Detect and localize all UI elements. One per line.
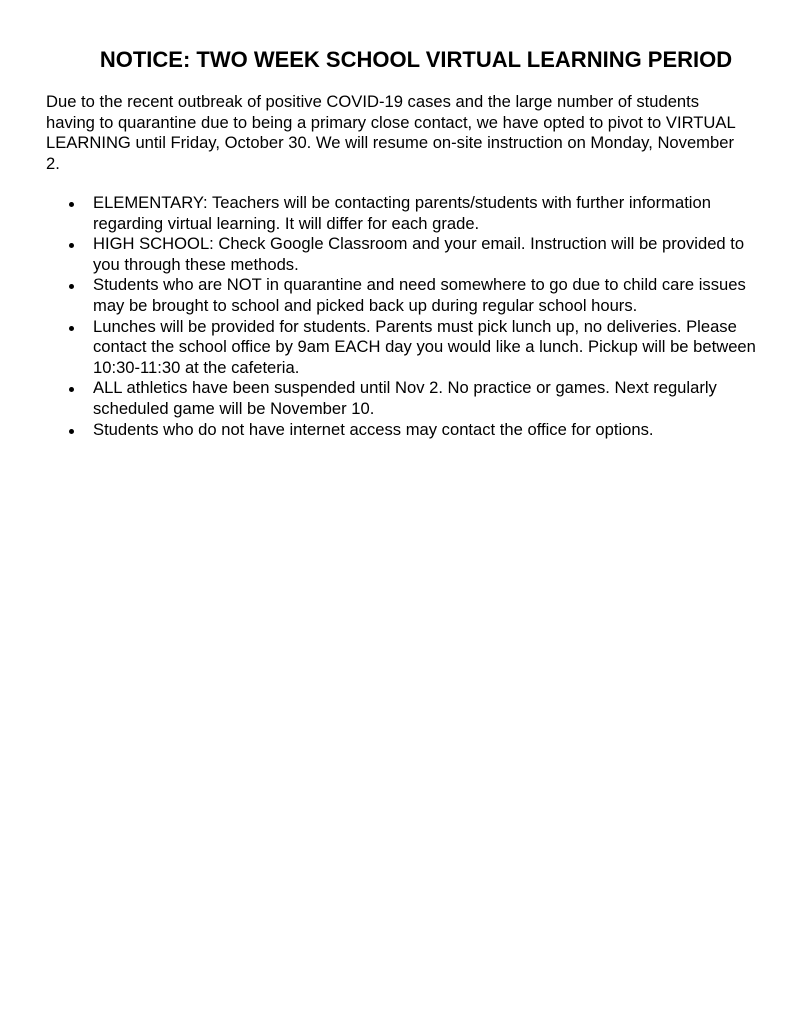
page-title: NOTICE: TWO WEEK SCHOOL VIRTUAL LEARNING PERIOD [99,47,733,72]
bullet-icon [69,429,74,434]
bullet-icon [69,243,74,248]
bullet-icon [69,202,74,207]
bullet-icon [69,326,74,331]
bullet-icon [69,284,74,289]
list-item-text: Students who do not have internet access may contact the office for options. [93,419,654,439]
notice-bullet-list [46,193,766,440]
list-item-elementary [46,193,766,234]
list-item-athletics [46,378,766,419]
bullet-icon [69,387,74,392]
list-item-text: ELEMENTARY: Teachers will be contacting parents/students with further information regarding virtual learning. It will differ for each grade. [93,193,711,233]
list-item-high-school [46,234,766,275]
list-item-text: HIGH SCHOOL: Check Google Classroom and your email. Instruction will be provided to you through these methods. [93,234,745,274]
list-item-text: Students who are NOT in quarantine and need somewhere to go due to child care issues may be brought to school and picked back up during regular school hours. [93,275,746,315]
list-item-text: ALL athletics have been suspended until Nov 2. No practice or games. Next regularly scheduled game will be November 10. [93,378,717,418]
list-item-internet-access [46,420,766,441]
intro-paragraph: Due to the recent outbreak of positive COVID-19 cases and the large number of students having to quarantine due to being a primary close contact, we have opted to pivot to VIRTUAL LEARNING until Friday, October 30. We will resume on-site instruction on Monday, November 2. [46,92,736,173]
list-item-lunches [46,317,766,379]
list-item-child-care [46,275,766,316]
list-item-text: Lunches will be provided for students. Parents must pick lunch up, no deliveries. Please contact the school office by 9am EACH day you would like a lunch. Pickup will be between 10:30-11:30 at the cafeteria. [93,316,756,377]
